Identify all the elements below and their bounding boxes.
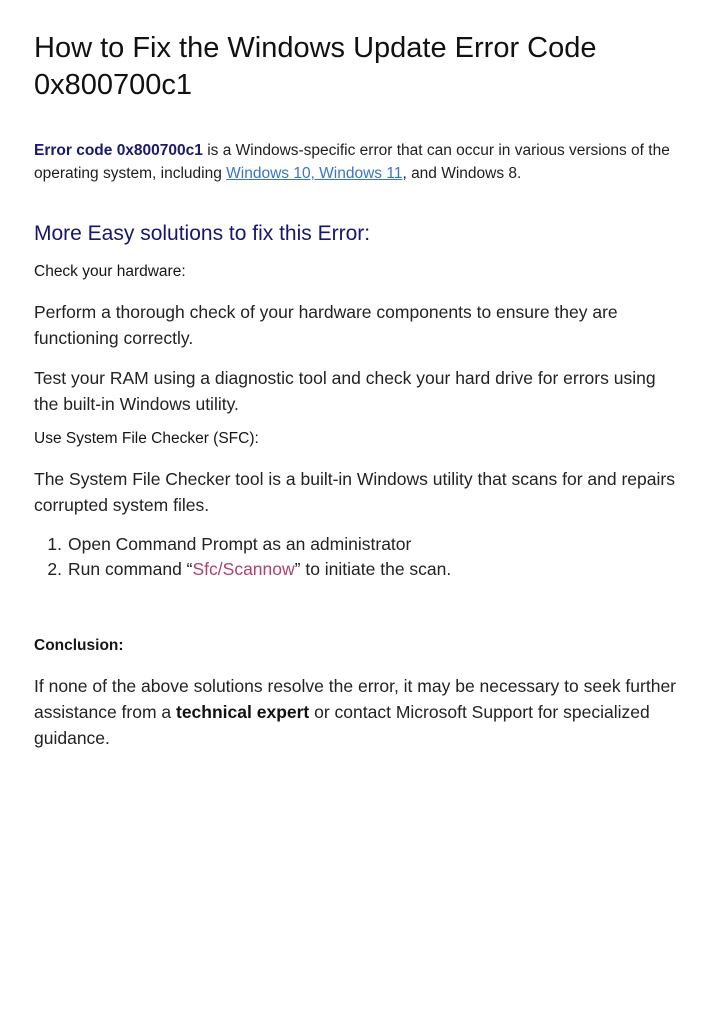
intro-text-b: , and Windows 8.	[402, 165, 522, 182]
step-text-after: ” to initiate the scan.	[294, 559, 452, 579]
sfc-heading: Use System File Checker (SFC):	[34, 430, 259, 447]
sfc-command: Sfc/Scannow	[192, 559, 295, 579]
intro-paragraph	[34, 139, 694, 185]
hardware-heading: Check your hardware:	[34, 263, 186, 280]
step-number: 2.	[47, 559, 62, 579]
sfc-paragraph: The System File Checker tool is a built-in Windows utility that scans for and repairs corrupted system files.	[34, 469, 675, 515]
hardware-paragraph-1: Perform a thorough check of your hardware components to ensure they are functioning correctly.	[34, 302, 618, 348]
error-code-label: Error code 0x800700c1	[34, 142, 203, 159]
list-item	[34, 532, 674, 557]
sfc-steps-list	[34, 532, 674, 582]
step-text: Open Command Prompt as an administrator	[68, 534, 412, 554]
step-number: 1.	[47, 534, 62, 554]
page-title	[34, 30, 674, 104]
conclusion-paragraph	[34, 673, 684, 751]
windows-versions-link[interactable]: Windows 10, Windows 11	[226, 165, 403, 182]
conclusion-heading: Conclusion:	[34, 637, 124, 654]
title-line-2: 0x800700c1	[34, 69, 193, 101]
conclusion-text-a: If none of the above solutions resolve the error, it may be necessary to seek further assistance from a	[34, 676, 677, 722]
list-item	[34, 557, 674, 582]
hardware-paragraph-2: Test your RAM using a diagnostic tool and check your hard drive for errors using the built-in Windows utility.	[34, 368, 656, 414]
step-text-before: Run command “	[68, 559, 193, 579]
step-text	[62, 557, 451, 582]
section-heading: More Easy solutions to fix this Error:	[34, 222, 371, 245]
title-line-1: How to Fix the Windows Update Error Code	[34, 32, 597, 64]
technical-expert-text: technical expert	[176, 702, 310, 722]
intro-text-a: is a Windows-specific error that can occur in various versions of the operating system, including	[34, 142, 670, 182]
conclusion-text-b: or contact Microsoft Support for specialized guidance.	[34, 702, 650, 748]
